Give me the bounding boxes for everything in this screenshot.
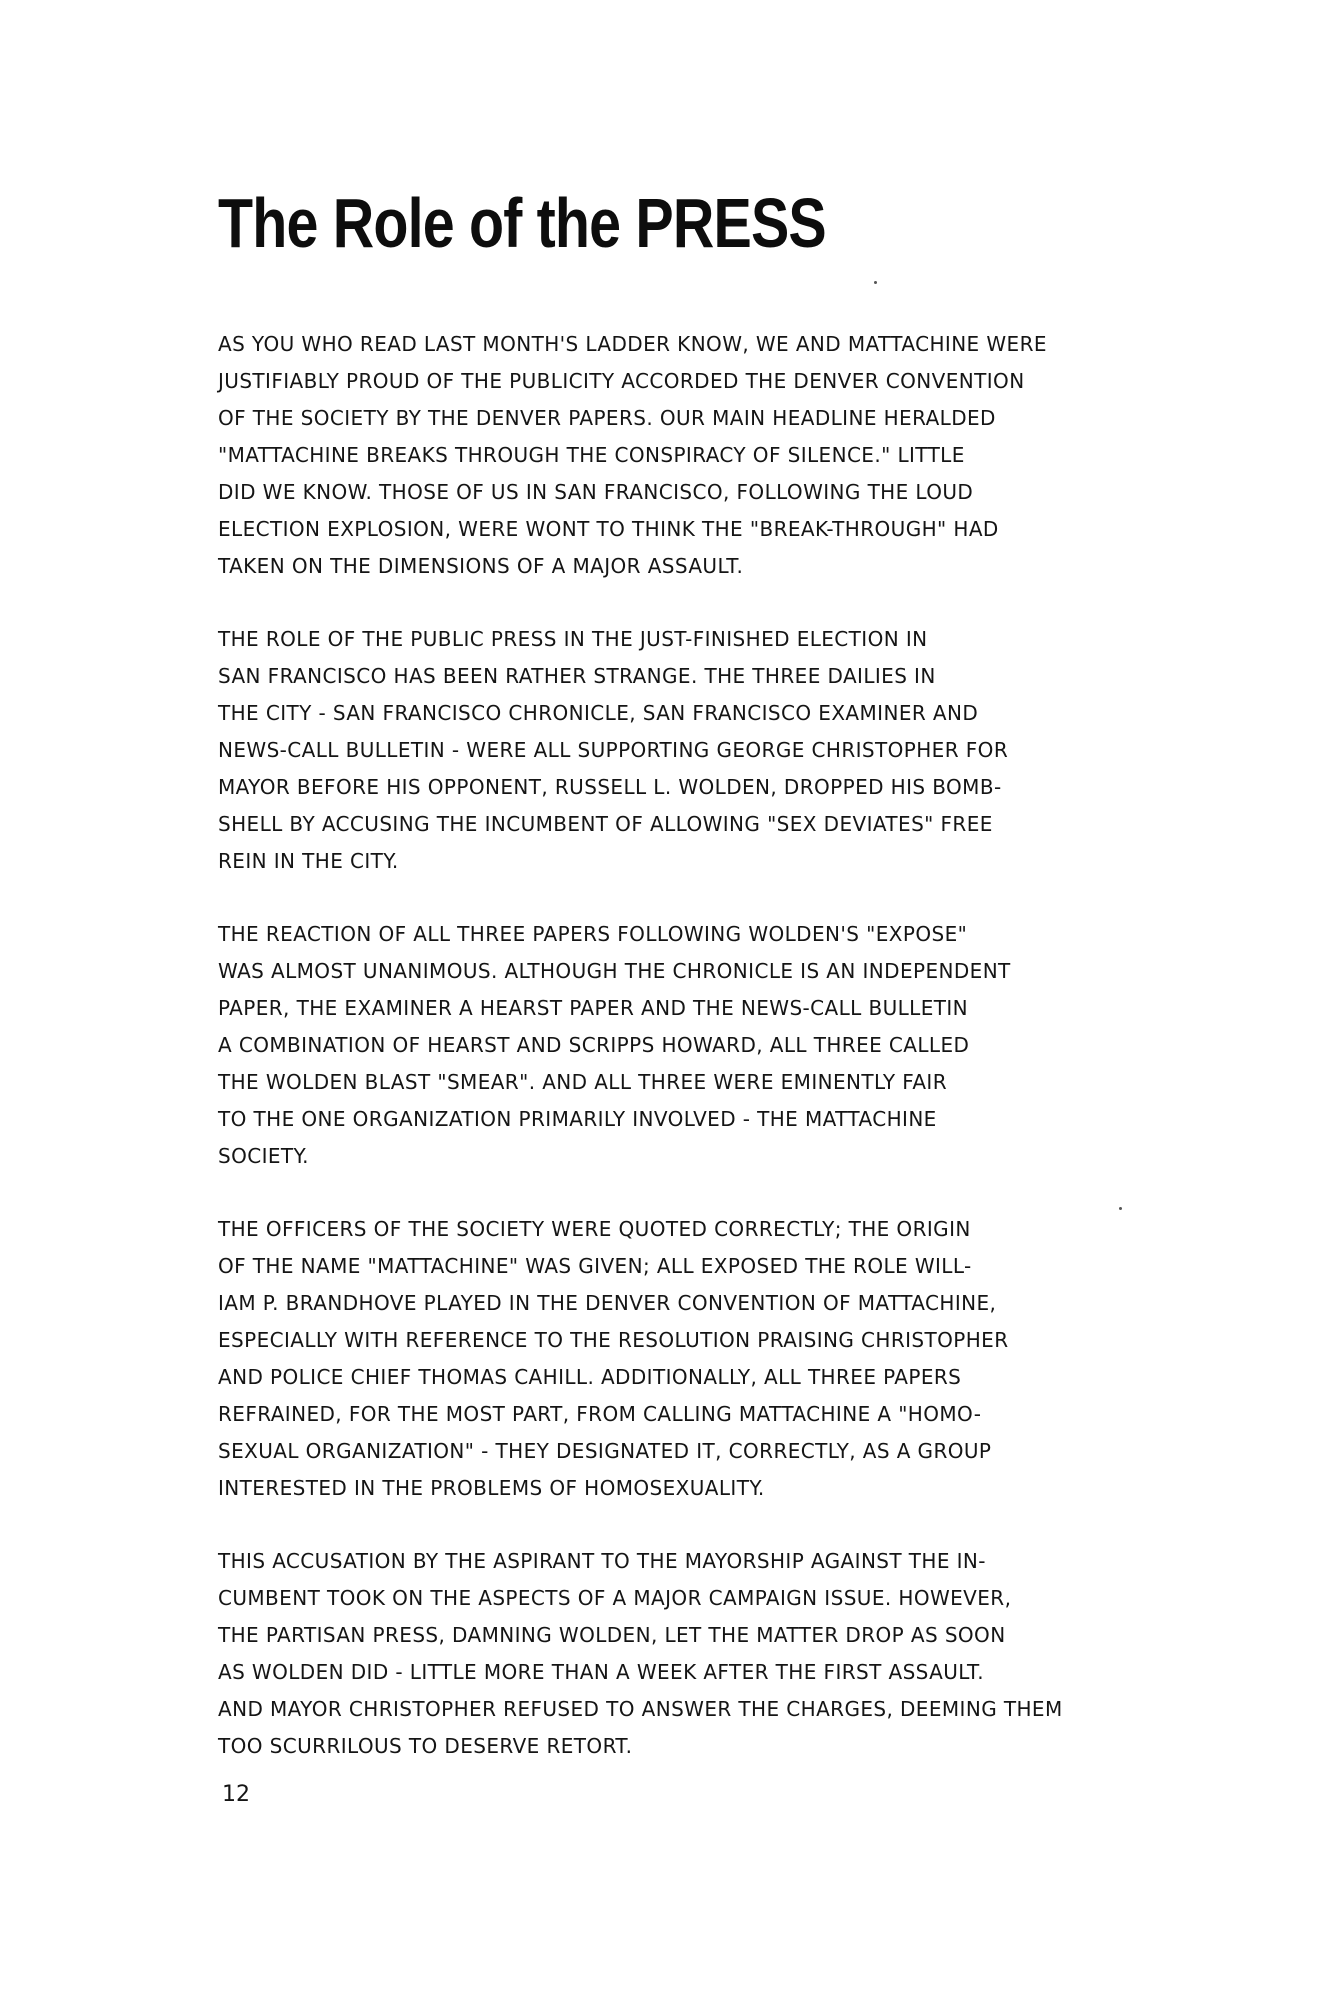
text-line: SHELL BY ACCUSING THE INCUMBENT OF ALLOWING "SEX DEVIATES" FREE [218, 812, 993, 836]
text-line: WAS ALMOST UNANIMOUS. ALTHOUGH THE CHRONICLE IS AN INDEPENDENT [218, 959, 1011, 983]
text-line: TO THE ONE ORGANIZATION PRIMARILY INVOLVED - THE MATTACHINE [218, 1107, 937, 1131]
text-line: ESPECIALLY WITH REFERENCE TO THE RESOLUTION PRAISING CHRISTOPHER [218, 1328, 1009, 1352]
text-line: THE ROLE OF THE PUBLIC PRESS IN THE JUST-FINISHED ELECTION IN [218, 627, 928, 651]
page-title: The Role of the PRESS [218, 184, 826, 262]
text-line: OF THE SOCIETY BY THE DENVER PAPERS. OUR MAIN HEADLINE HERALDED [218, 406, 996, 430]
text-line: MAYOR BEFORE HIS OPPONENT, RUSSELL L. WOLDEN, DROPPED HIS BOMB- [218, 775, 1002, 799]
text-line: PAPER, THE EXAMINER A HEARST PAPER AND THE NEWS-CALL BULLETIN [218, 996, 969, 1020]
text-line: AND POLICE CHIEF THOMAS CAHILL. ADDITIONALLY, ALL THREE PAPERS [218, 1365, 962, 1389]
text-line: A COMBINATION OF HEARST AND SCRIPPS HOWARD, ALL THREE CALLED [218, 1033, 970, 1057]
text-line: IAM P. BRANDHOVE PLAYED IN THE DENVER CONVENTION OF MATTACHINE, [218, 1291, 997, 1315]
page-number: 12 [222, 1782, 250, 1807]
paragraph-4 [218, 1211, 1118, 1507]
text-line: TAKEN ON THE DIMENSIONS OF A MAJOR ASSAULT. [218, 554, 744, 578]
text-line: SOCIETY. [218, 1144, 309, 1168]
text-line: ELECTION EXPLOSION, WERE WONT TO THINK THE "BREAK-THROUGH" HAD [218, 517, 999, 541]
text-line: AS YOU WHO READ LAST MONTH'S LADDER KNOW, WE AND MATTACHINE WERE [218, 332, 1047, 356]
text-line: THE WOLDEN BLAST "SMEAR". AND ALL THREE WERE EMINENTLY FAIR [218, 1070, 947, 1094]
text-line: INTERESTED IN THE PROBLEMS OF HOMOSEXUALITY. [218, 1476, 765, 1500]
text-line: THIS ACCUSATION BY THE ASPIRANT TO THE MAYORSHIP AGAINST THE IN- [218, 1549, 986, 1573]
text-line: "MATTACHINE BREAKS THROUGH THE CONSPIRACY OF SILENCE." LITTLE [218, 443, 965, 467]
text-line: REIN IN THE CITY. [218, 849, 399, 873]
text-line: THE PARTISAN PRESS, DAMNING WOLDEN, LET THE MATTER DROP AS SOON [218, 1623, 1006, 1647]
paragraph-3 [218, 916, 1118, 1175]
paragraph-2 [218, 621, 1118, 880]
text-line: OF THE NAME "MATTACHINE" WAS GIVEN; ALL EXPOSED THE ROLE WILL- [218, 1254, 972, 1278]
article-body [218, 326, 1118, 1801]
paragraph-5 [218, 1543, 1118, 1765]
text-line: CUMBENT TOOK ON THE ASPECTS OF A MAJOR CAMPAIGN ISSUE. HOWEVER, [218, 1586, 1012, 1610]
scan-speck [874, 281, 877, 284]
text-line: SAN FRANCISCO HAS BEEN RATHER STRANGE. THE THREE DAILIES IN [218, 664, 936, 688]
paragraph-1 [218, 326, 1118, 585]
text-line: NEWS-CALL BULLETIN - WERE ALL SUPPORTING GEORGE CHRISTOPHER FOR [218, 738, 1009, 762]
scan-speck [1119, 1207, 1122, 1210]
text-line: THE OFFICERS OF THE SOCIETY WERE QUOTED CORRECTLY; THE ORIGIN [218, 1217, 971, 1241]
text-line: REFRAINED, FOR THE MOST PART, FROM CALLING MATTACHINE A "HOMO- [218, 1402, 982, 1426]
text-line: SEXUAL ORGANIZATION" - THEY DESIGNATED IT, CORRECTLY, AS A GROUP [218, 1439, 992, 1463]
text-line: AND MAYOR CHRISTOPHER REFUSED TO ANSWER THE CHARGES, DEEMING THEM [218, 1697, 1063, 1721]
text-line: THE REACTION OF ALL THREE PAPERS FOLLOWING WOLDEN'S "EXPOSE" [218, 922, 968, 946]
text-line: TOO SCURRILOUS TO DESERVE RETORT. [218, 1734, 633, 1758]
text-line: DID WE KNOW. THOSE OF US IN SAN FRANCISCO, FOLLOWING THE LOUD [218, 480, 974, 504]
text-line: AS WOLDEN DID - LITTLE MORE THAN A WEEK AFTER THE FIRST ASSAULT. [218, 1660, 985, 1684]
text-line: JUSTIFIABLY PROUD OF THE PUBLICITY ACCORDED THE DENVER CONVENTION [218, 369, 1025, 393]
text-line: THE CITY - SAN FRANCISCO CHRONICLE, SAN FRANCISCO EXAMINER AND [218, 701, 979, 725]
